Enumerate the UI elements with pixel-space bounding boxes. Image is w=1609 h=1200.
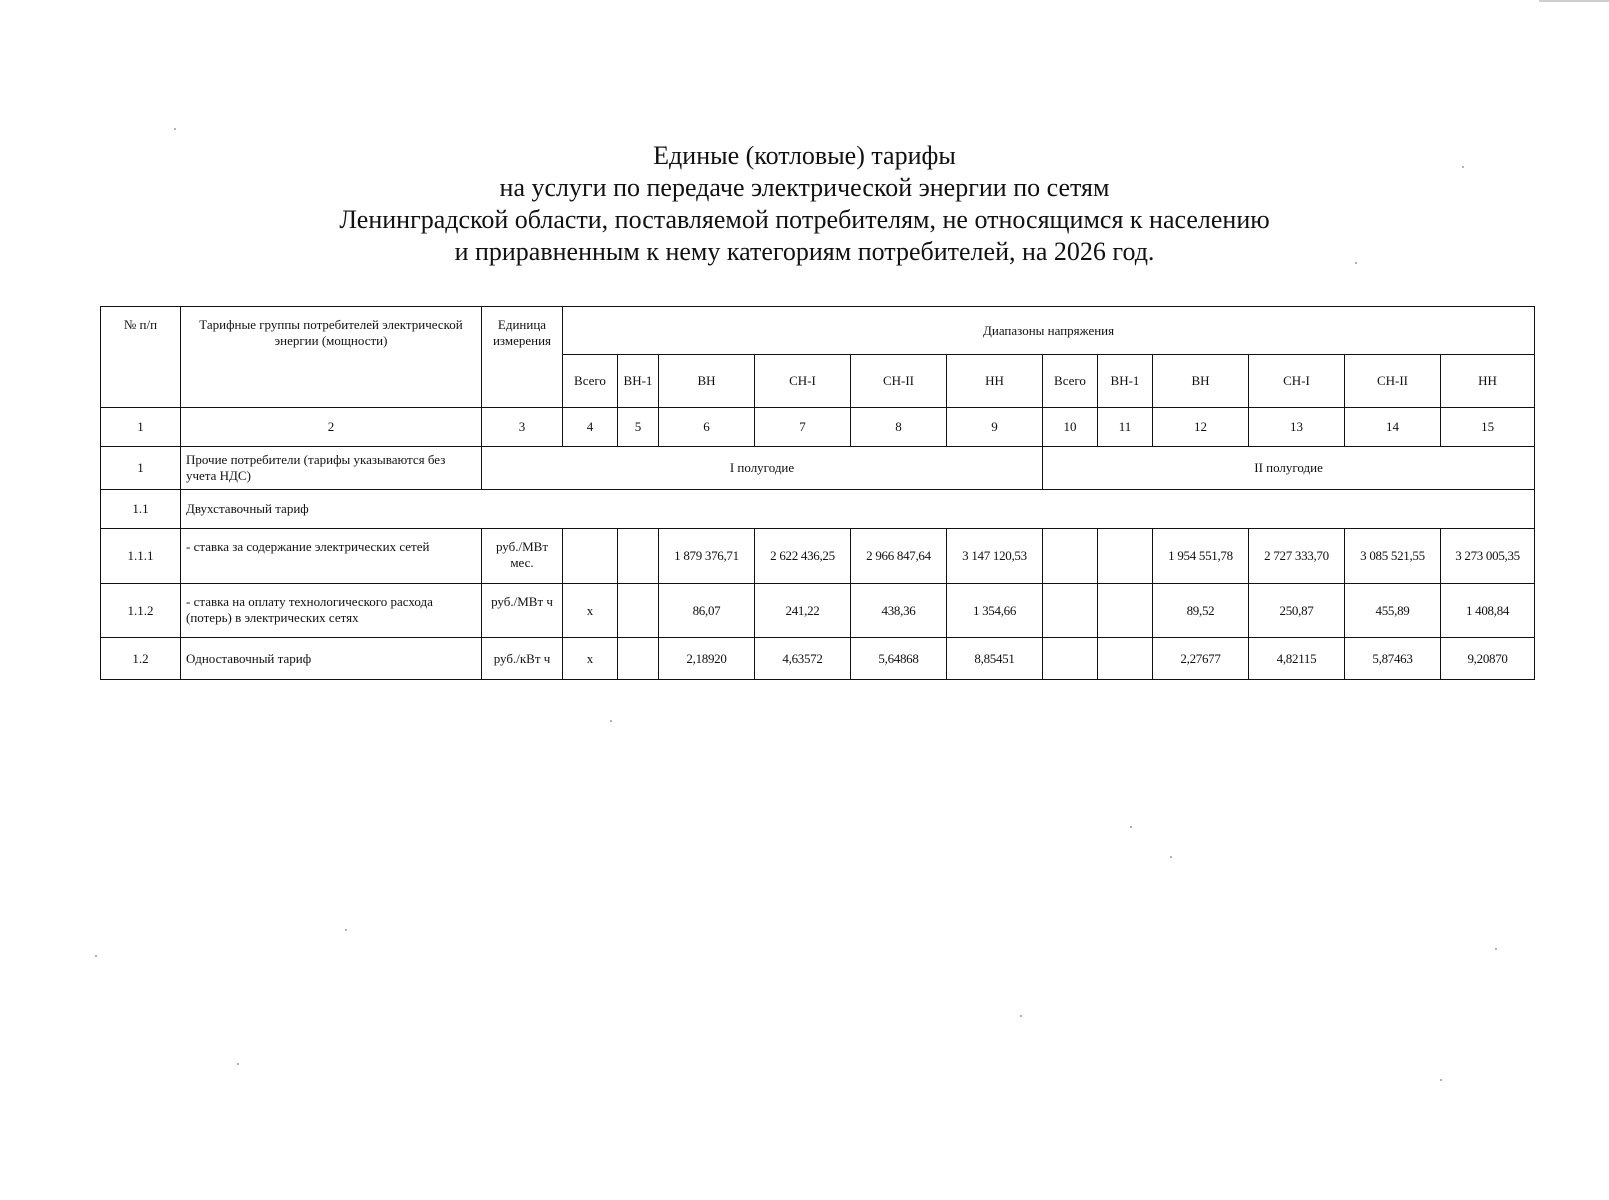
cell-h2-sn1: 250,87 bbox=[1249, 584, 1345, 638]
header-h2-total: Всего bbox=[1043, 355, 1098, 408]
tariff-table bbox=[100, 306, 1535, 680]
section-name: Прочие потребители (тарифы указываются без учета НДС) bbox=[181, 447, 482, 490]
row-num: 1.2 bbox=[101, 638, 181, 680]
header-h1-vn: ВН bbox=[659, 355, 755, 408]
scan-speck bbox=[345, 929, 347, 931]
cell-h2-sn2: 5,87463 bbox=[1345, 638, 1441, 680]
page-title bbox=[0, 140, 1609, 268]
scan-edge-mark bbox=[1539, 0, 1609, 2]
row-unit: руб./МВт ч bbox=[482, 584, 563, 638]
cell-h1-sn2: 5,64868 bbox=[851, 638, 947, 680]
subsection-row bbox=[101, 490, 1535, 529]
column-number: 13 bbox=[1249, 408, 1345, 447]
cell-h2-total bbox=[1043, 638, 1098, 680]
section-num: 1 bbox=[101, 447, 181, 490]
cell-h2-vn: 2,27677 bbox=[1153, 638, 1249, 680]
cell-h1-vn: 2,18920 bbox=[659, 638, 755, 680]
table-row bbox=[101, 584, 1535, 638]
column-number-row bbox=[101, 408, 1535, 447]
half-year-2-label: II полугодие bbox=[1043, 447, 1535, 490]
row-name: - ставка на оплату технологического расхода (потерь) в электрических сетях bbox=[181, 584, 482, 638]
section-row bbox=[101, 447, 1535, 490]
cell-h2-sn1: 2 727 333,70 bbox=[1249, 529, 1345, 584]
cell-h2-nn: 1 408,84 bbox=[1441, 584, 1535, 638]
header-groups: Тарифные группы потребителей электрической энергии (мощности) bbox=[181, 307, 482, 408]
half-year-1-label: I полугодие bbox=[482, 447, 1043, 490]
scan-speck bbox=[174, 128, 176, 130]
cell-h2-vn: 1 954 551,78 bbox=[1153, 529, 1249, 584]
cell-h1-sn1: 241,22 bbox=[755, 584, 851, 638]
row-unit: руб./кВт ч bbox=[482, 638, 563, 680]
row-num: 1.1.2 bbox=[101, 584, 181, 638]
header-unit: Единица измерения bbox=[482, 307, 563, 408]
column-number: 14 bbox=[1345, 408, 1441, 447]
cell-h1-nn: 3 147 120,53 bbox=[947, 529, 1043, 584]
cell-h1-sn1: 2 622 436,25 bbox=[755, 529, 851, 584]
header-h2-sn2: СН-II bbox=[1345, 355, 1441, 408]
column-number: 1 bbox=[101, 408, 181, 447]
cell-h2-total bbox=[1043, 529, 1098, 584]
scan-speck bbox=[1130, 826, 1132, 828]
column-number: 3 bbox=[482, 408, 563, 447]
header-h2-vn1: ВН-1 bbox=[1098, 355, 1153, 408]
cell-h1-vn1 bbox=[618, 529, 659, 584]
cell-h2-sn1: 4,82115 bbox=[1249, 638, 1345, 680]
column-number: 6 bbox=[659, 408, 755, 447]
table-row bbox=[101, 529, 1535, 584]
scan-speck bbox=[1495, 948, 1497, 950]
column-number: 9 bbox=[947, 408, 1043, 447]
table-row bbox=[101, 638, 1535, 680]
row-name: - ставка за содержание электрических сетей bbox=[181, 529, 482, 584]
scan-speck bbox=[610, 720, 612, 722]
scan-speck bbox=[1440, 1079, 1442, 1081]
row-unit: руб./МВт мес. bbox=[482, 529, 563, 584]
header-voltage-ranges: Диапазоны напряжения bbox=[563, 307, 1535, 355]
cell-h2-sn2: 455,89 bbox=[1345, 584, 1441, 638]
subsection-num: 1.1 bbox=[101, 490, 181, 529]
table-header-row bbox=[101, 307, 1535, 355]
scan-speck bbox=[1462, 166, 1464, 168]
cell-h2-sn2: 3 085 521,55 bbox=[1345, 529, 1441, 584]
cell-h2-vn1 bbox=[1098, 529, 1153, 584]
title-line-4: и приравненным к нему категориям потребителей, на 2026 год. bbox=[454, 237, 1155, 266]
cell-h2-vn1 bbox=[1098, 638, 1153, 680]
cell-h1-total bbox=[563, 529, 618, 584]
row-num: 1.1.1 bbox=[101, 529, 181, 584]
cell-h1-total: х bbox=[563, 638, 618, 680]
scan-speck bbox=[237, 1063, 239, 1065]
cell-h2-total bbox=[1043, 584, 1098, 638]
header-h1-total: Всего bbox=[563, 355, 618, 408]
column-number: 15 bbox=[1441, 408, 1535, 447]
cell-h1-vn1 bbox=[618, 638, 659, 680]
scan-speck bbox=[1020, 1015, 1022, 1017]
header-h1-vn1: ВН-1 bbox=[618, 355, 659, 408]
cell-h1-vn: 1 879 376,71 bbox=[659, 529, 755, 584]
cell-h1-total: х bbox=[563, 584, 618, 638]
cell-h1-nn: 1 354,66 bbox=[947, 584, 1043, 638]
cell-h2-nn: 3 273 005,35 bbox=[1441, 529, 1535, 584]
column-number: 7 bbox=[755, 408, 851, 447]
scan-speck bbox=[1355, 262, 1357, 264]
title-line-2: на услуги по передаче электрической энергии по сетям bbox=[499, 173, 1110, 202]
header-num: № п/п bbox=[101, 307, 181, 408]
column-number: 10 bbox=[1043, 408, 1098, 447]
scan-speck bbox=[1170, 856, 1172, 858]
cell-h1-vn: 86,07 bbox=[659, 584, 755, 638]
cell-h1-sn2: 438,36 bbox=[851, 584, 947, 638]
column-number: 8 bbox=[851, 408, 947, 447]
title-line-3: Ленинградской области, поставляемой потребителям, не относящимся к населению bbox=[339, 205, 1270, 234]
row-name: Одноставочный тариф bbox=[181, 638, 482, 680]
column-number: 2 bbox=[181, 408, 482, 447]
column-number: 4 bbox=[563, 408, 618, 447]
cell-h2-vn1 bbox=[1098, 584, 1153, 638]
cell-h2-nn: 9,20870 bbox=[1441, 638, 1535, 680]
header-h2-sn1: СН-I bbox=[1249, 355, 1345, 408]
header-h1-sn1: СН-I bbox=[755, 355, 851, 408]
scan-speck bbox=[95, 955, 97, 957]
header-h1-sn2: СН-II bbox=[851, 355, 947, 408]
title-line-1: Единые (котловые) тарифы bbox=[653, 141, 956, 170]
column-number: 5 bbox=[618, 408, 659, 447]
header-h2-nn: НН bbox=[1441, 355, 1535, 408]
column-number: 11 bbox=[1098, 408, 1153, 447]
header-h2-vn: ВН bbox=[1153, 355, 1249, 408]
header-h1-nn: НН bbox=[947, 355, 1043, 408]
cell-h2-vn: 89,52 bbox=[1153, 584, 1249, 638]
cell-h1-vn1 bbox=[618, 584, 659, 638]
subsection-name: Двухставочный тариф bbox=[181, 490, 1535, 529]
column-number: 12 bbox=[1153, 408, 1249, 447]
cell-h1-nn: 8,85451 bbox=[947, 638, 1043, 680]
cell-h1-sn2: 2 966 847,64 bbox=[851, 529, 947, 584]
cell-h1-sn1: 4,63572 bbox=[755, 638, 851, 680]
